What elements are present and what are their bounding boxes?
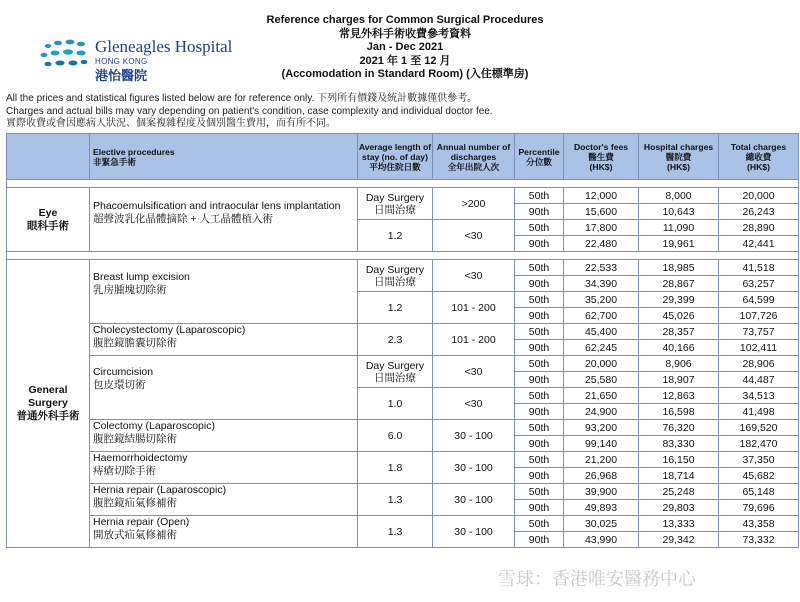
hospital-charge: 16,598 <box>639 404 719 420</box>
hospital-charge: 18,907 <box>639 372 719 388</box>
doctor-fee: 43,990 <box>564 532 639 548</box>
category-eye: Eye 眼科手術 <box>7 188 90 252</box>
hospital-charge: 11,090 <box>639 220 719 236</box>
percentile: 50th <box>515 484 564 500</box>
total-charge: 169,520 <box>719 420 799 436</box>
header-discharges: Annual number of discharges 全年出院人次 <box>433 134 515 180</box>
percentile: 50th <box>515 220 564 236</box>
discharges: 30 - 100 <box>433 452 515 484</box>
logo-location: HONG KONG <box>95 57 148 66</box>
hospital-charge: 12,863 <box>639 388 719 404</box>
doctor-fee: 12,000 <box>564 188 639 204</box>
hospital-charge: 28,357 <box>639 324 719 340</box>
procedure-name: Circumcision 包皮環切術 <box>90 356 358 420</box>
note-line: All the prices and statistical figures listed below are for reference only. 下列所有價錢及統計數據僅供參考。 <box>6 93 478 104</box>
total-charge: 34,513 <box>719 388 799 404</box>
total-charge: 73,332 <box>719 532 799 548</box>
doctor-fee: 49,893 <box>564 500 639 516</box>
doctor-fee: 62,245 <box>564 340 639 356</box>
percentile: 90th <box>515 500 564 516</box>
hospital-charge: 29,342 <box>639 532 719 548</box>
percentile: 90th <box>515 404 564 420</box>
hospital-charge: 10,643 <box>639 204 719 220</box>
header-doctor-fees: Doctor's fees 醫生費 (HK$) <box>564 134 639 180</box>
charges-table-wrapper <box>6 133 798 548</box>
percentile: 50th <box>515 388 564 404</box>
title-line: 常見外科手術收費參考資料 <box>339 27 471 40</box>
percentile: 50th <box>515 420 564 436</box>
discharges: >200 <box>433 188 515 220</box>
procedure-name: Phacoemulsification and intraocular lens implantation 超聲波乳化晶體摘除 + 人工晶體植入術 <box>90 188 358 252</box>
doctor-fee: 21,200 <box>564 452 639 468</box>
length-of-stay: 1.3 <box>358 484 433 516</box>
total-charge: 26,243 <box>719 204 799 220</box>
discharges: 30 - 100 <box>433 420 515 452</box>
header-total-charges: Total charges 總收費 (HK$) <box>719 134 799 180</box>
header-hospital-charges: Hospital charges 醫院費 (HK$) <box>639 134 719 180</box>
discharges: 101 - 200 <box>433 292 515 324</box>
percentile: 90th <box>515 436 564 452</box>
table-body <box>7 180 799 548</box>
percentile: 90th <box>515 204 564 220</box>
total-charge: 182,470 <box>719 436 799 452</box>
table-header-row <box>7 134 799 180</box>
watermark: 雪球：香港唯安醫務中心 <box>498 569 696 589</box>
hospital-charge: 28,867 <box>639 276 719 292</box>
total-charge: 41,518 <box>719 260 799 276</box>
percentile: 90th <box>515 532 564 548</box>
discharges: <30 <box>433 220 515 252</box>
table-row <box>7 516 799 532</box>
doctor-fee: 26,968 <box>564 468 639 484</box>
table-row <box>7 324 799 340</box>
length-of-stay: 1.8 <box>358 452 433 484</box>
doctor-fee: 25,580 <box>564 372 639 388</box>
total-charge: 28,890 <box>719 220 799 236</box>
discharges: <30 <box>433 388 515 420</box>
note-line: 實際收費或會因應病人狀況、個案複雜程度及個別醫生費用，而有所不同。 <box>6 118 336 129</box>
doctor-fee: 99,140 <box>564 436 639 452</box>
total-charge: 45,682 <box>719 468 799 484</box>
table-row <box>7 484 799 500</box>
doctor-fee: 30,025 <box>564 516 639 532</box>
procedure-name: Hernia repair (Laparoscopic) 腹腔鏡疝氣修補術 <box>90 484 358 516</box>
title-line: Reference charges for Common Surgical Procedures <box>266 14 544 26</box>
table-row <box>7 188 799 204</box>
hospital-charge: 19,961 <box>639 236 719 252</box>
spacer-row <box>7 180 799 188</box>
charges-table <box>6 133 799 548</box>
procedure-name: Hernia repair (Open) 開放式疝氣修補術 <box>90 516 358 548</box>
doctor-fee: 20,000 <box>564 356 639 372</box>
doctor-fee: 17,800 <box>564 220 639 236</box>
logo-name: Gleneagles Hospital <box>95 37 233 56</box>
procedure-name: Breast lump excision 乳房腫塊切除術 <box>90 260 358 324</box>
doctor-fee: 21,650 <box>564 388 639 404</box>
percentile: 90th <box>515 276 564 292</box>
doctor-fee: 24,900 <box>564 404 639 420</box>
disclaimer-notes <box>6 93 796 131</box>
doctor-fee: 22,480 <box>564 236 639 252</box>
total-charge: 63,257 <box>719 276 799 292</box>
hospital-charge: 76,320 <box>639 420 719 436</box>
hospital-charge: 16,150 <box>639 452 719 468</box>
title-line: Jan - Dec 2021 <box>366 41 444 53</box>
percentile: 50th <box>515 260 564 276</box>
hospital-charge: 8,906 <box>639 356 719 372</box>
table-row <box>7 260 799 276</box>
hospital-charge: 13,333 <box>639 516 719 532</box>
length-of-stay: 1.2 <box>358 292 433 324</box>
doctor-fee: 93,200 <box>564 420 639 436</box>
total-charge: 37,350 <box>719 452 799 468</box>
note-line: Charges and actual bills may vary depending on patient's condition, case complexity and individual doctor fee. <box>6 105 493 117</box>
total-charge: 79,696 <box>719 500 799 516</box>
doctor-fee: 15,600 <box>564 204 639 220</box>
procedure-name: Colectomy (Laparoscopic) 腹腔鏡結腸切除術 <box>90 420 358 452</box>
length-of-stay: Day Surgery 日間治療 <box>358 260 433 292</box>
discharges: 30 - 100 <box>433 484 515 516</box>
length-of-stay: 2.3 <box>358 324 433 356</box>
procedure-name: Haemorrhoidectomy 痔瘡切除手術 <box>90 452 358 484</box>
length-of-stay: 1.2 <box>358 220 433 252</box>
logo-swirl-icon <box>38 38 90 72</box>
total-charge: 73,757 <box>719 324 799 340</box>
procedure-name: Cholecystectomy (Laparoscopic) 腹腔鏡膽囊切除術 <box>90 324 358 356</box>
percentile: 90th <box>515 236 564 252</box>
spacer-row <box>7 252 799 260</box>
hospital-charge: 83,330 <box>639 436 719 452</box>
total-charge: 107,726 <box>719 308 799 324</box>
length-of-stay: 1.3 <box>358 516 433 548</box>
length-of-stay: Day Surgery 日間治療 <box>358 188 433 220</box>
header-length-of-stay: Average length of stay (no. of day) 平均住院日數 <box>358 134 433 180</box>
percentile: 50th <box>515 292 564 308</box>
percentile: 50th <box>515 452 564 468</box>
total-charge: 41,498 <box>719 404 799 420</box>
total-charge: 44,487 <box>719 372 799 388</box>
hospital-charge: 45,026 <box>639 308 719 324</box>
percentile: 50th <box>515 516 564 532</box>
header-procedure: Elective procedures 非緊急手術 <box>90 134 358 180</box>
title-line: 2021 年 1 至 12 月 <box>359 54 451 67</box>
total-charge: 28,906 <box>719 356 799 372</box>
header-category <box>7 134 90 180</box>
percentile: 90th <box>515 372 564 388</box>
logo-chinese-name: 港怡醫院 <box>95 68 148 83</box>
discharges: <30 <box>433 260 515 292</box>
discharges: 101 - 200 <box>433 324 515 356</box>
total-charge: 43,358 <box>719 516 799 532</box>
percentile: 90th <box>515 308 564 324</box>
hospital-logo <box>38 36 248 86</box>
hospital-charge: 8,000 <box>639 188 719 204</box>
percentile: 90th <box>515 468 564 484</box>
doctor-fee: 34,390 <box>564 276 639 292</box>
category-general-surgery: General Surgery 普通外科手術 <box>7 260 90 548</box>
discharges: <30 <box>433 356 515 388</box>
page-title <box>250 14 560 82</box>
hospital-charge: 25,248 <box>639 484 719 500</box>
total-charge: 20,000 <box>719 188 799 204</box>
hospital-charge: 29,399 <box>639 292 719 308</box>
length-of-stay: 1.0 <box>358 388 433 420</box>
percentile: 50th <box>515 356 564 372</box>
total-charge: 42,441 <box>719 236 799 252</box>
hospital-charge: 40,166 <box>639 340 719 356</box>
doctor-fee: 22,533 <box>564 260 639 276</box>
table-row <box>7 420 799 436</box>
total-charge: 102,411 <box>719 340 799 356</box>
percentile: 50th <box>515 188 564 204</box>
total-charge: 64,599 <box>719 292 799 308</box>
percentile: 50th <box>515 324 564 340</box>
hospital-charge: 18,714 <box>639 468 719 484</box>
hospital-charge: 29,803 <box>639 500 719 516</box>
doctor-fee: 35,200 <box>564 292 639 308</box>
hospital-charge: 18,985 <box>639 260 719 276</box>
total-charge: 65,148 <box>719 484 799 500</box>
length-of-stay: Day Surgery 日間治療 <box>358 356 433 388</box>
table-row <box>7 356 799 372</box>
percentile: 90th <box>515 340 564 356</box>
length-of-stay: 6.0 <box>358 420 433 452</box>
table-row <box>7 452 799 468</box>
discharges: 30 - 100 <box>433 516 515 548</box>
title-line: (Accomodation in Standard Room) (入住標準房) <box>281 68 529 80</box>
doctor-fee: 62,700 <box>564 308 639 324</box>
doctor-fee: 39,900 <box>564 484 639 500</box>
header-percentile: Percentile 分位數 <box>515 134 564 180</box>
doctor-fee: 45,400 <box>564 324 639 340</box>
